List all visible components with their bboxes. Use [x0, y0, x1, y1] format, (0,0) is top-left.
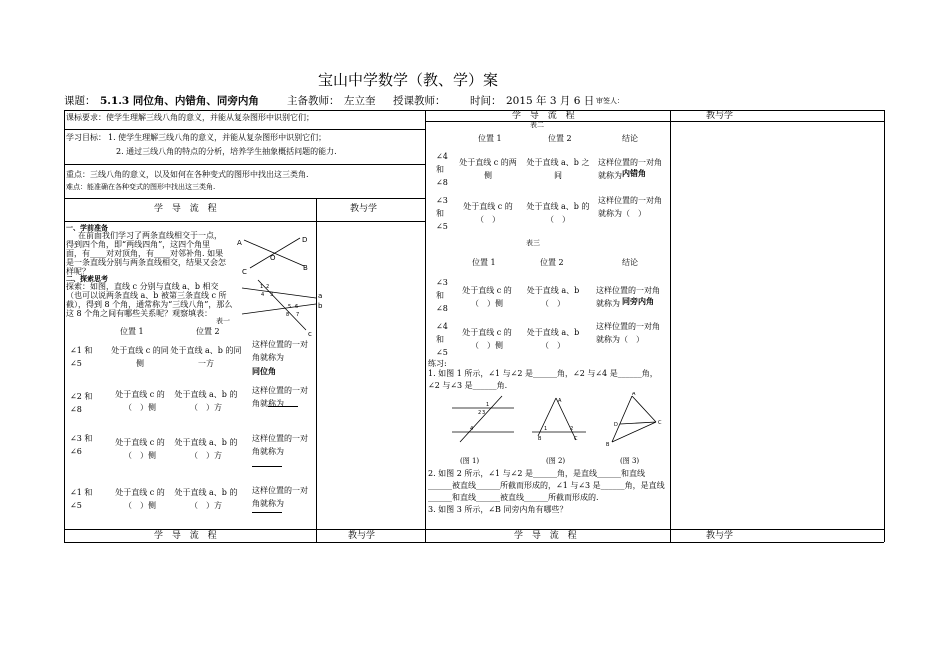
table1-label: 表一 [216, 317, 230, 325]
svg-text:7: 7 [296, 312, 300, 318]
svg-text:1: 1 [486, 402, 490, 408]
goal-1: 1. 使学生理解三线八角的意义，并能从复杂图形中识别它们； [108, 133, 327, 142]
flow-heading-right: 学 导 流 程 [512, 111, 578, 121]
svg-text:2: 2 [478, 410, 482, 416]
header-lecturer-label: 授课教师： [393, 95, 446, 107]
svg-text:5: 5 [288, 304, 292, 310]
figure-3 [602, 392, 666, 450]
label-a: a [318, 292, 323, 300]
label-A: A [237, 239, 242, 247]
label-b: b [318, 302, 323, 310]
footer-teach-right: 教与学 [706, 531, 734, 541]
table2-col-1: 位置 1 [478, 134, 502, 143]
svg-text:4: 4 [261, 292, 265, 298]
svg-text:D: D [614, 422, 618, 428]
table3-label: 表三 [526, 239, 540, 247]
difficulty: 难点：能准确在各种变式的图形中找出这三类角. [66, 183, 216, 191]
table1-col-pos1: 位置 1 [120, 327, 144, 336]
explore-text: 探索：如图，直线 c 分别与直线 a、b 相交（也可以说两条直线 a、b 被第三条直线 c 所截），得到 8 个角，通常称为“三线八角”，那么这 8 个角之间有哪些关系呢？观察填表： [66, 282, 233, 318]
label-D: D [302, 236, 308, 244]
goals-label: 学习目标： [66, 133, 106, 142]
prep-title: 一、学前准备 [66, 223, 108, 232]
table2-col-3: 结论 [622, 134, 638, 143]
label-O: O [270, 254, 276, 262]
explore-title: 二、探索思考 [66, 274, 108, 283]
header-topic: 5.1.3 同位角、内错角、同旁内角 [100, 95, 259, 107]
table1-col-pos2: 位置 2 [196, 327, 220, 336]
teach-heading-left: 教与学 [350, 204, 378, 214]
header-teacher: 左立奎 [344, 95, 376, 107]
flow-heading-left: 学 导 流 程 [154, 204, 220, 214]
svg-text:A: A [558, 398, 562, 404]
label-B: B [303, 264, 308, 272]
figure-three-lines [240, 278, 326, 338]
header-topic-label: 课题： [64, 95, 96, 107]
table3-col-3: 结论 [622, 258, 638, 267]
figure-1-caption: (图 1) [460, 457, 480, 465]
footer-flow-left: 学 导 流 程 [154, 531, 220, 541]
svg-text:3: 3 [482, 410, 486, 416]
header-time-label: 时间： [470, 95, 502, 107]
svg-text:1: 1 [544, 426, 548, 432]
standard-text: 课标要求：使学生理解三线八角的意义，并能从复杂图形中识别它们； [66, 113, 314, 122]
table2-col-2: 位置 2 [548, 134, 572, 143]
prep-text: 在前面我们学习了两条直线相交于一点，得到四个角，即“两线四角”，这四个角里面，有____对对顶角，有____对邻补角. 如果是一条直线分别与两条直线相交，结果又会怎样呢？ [66, 231, 226, 276]
svg-text:C: C [574, 436, 578, 442]
svg-text:2: 2 [266, 284, 270, 290]
svg-text:3: 3 [270, 292, 274, 298]
key-point: 重点：三线八角的意义，以及如何在各种变式的图形中找出这三类角. [66, 170, 309, 179]
goal-2: 2. 通过三线八角的特点的分析，培养学生抽象概括问题的能力. [116, 147, 337, 156]
svg-text:C: C [658, 420, 662, 426]
label-C: C [242, 268, 247, 276]
svg-text:2: 2 [570, 426, 574, 432]
svg-text:B: B [606, 442, 610, 448]
footer-teach-left: 教与学 [348, 531, 376, 541]
figure-two-lines [234, 230, 314, 276]
question-3: 3. 如图 3 所示，∠B 同旁内角有哪些？ [428, 505, 568, 514]
question-1: 1. 如图 1 所示，∠1 与∠2 是______角，∠2 与∠4 是______角，∠2 与∠3 是______角. [428, 369, 658, 390]
footer-flow-right: 学 导 流 程 [514, 531, 580, 541]
table2-label: 表二 [530, 121, 544, 129]
teach-heading-right: 教与学 [706, 111, 734, 121]
header-review-label: 审签人： [596, 97, 624, 105]
figure-2 [530, 394, 588, 446]
table3-col-1: 位置 1 [472, 258, 496, 267]
practice-label: 练习: [428, 359, 447, 368]
header-time: 2015 年 3 月 6 日 [506, 95, 595, 107]
question-2: 2. 如图 2 所示，∠1 与∠2 是______角，是直线______和直线______被直线______所截而形成的，∠1 与∠3 是______角，是直线______和直线______被直线______所截而形成的. [428, 469, 665, 502]
figure-1 [448, 394, 518, 444]
svg-text:A: A [632, 392, 636, 397]
svg-text:6: 6 [295, 304, 299, 310]
svg-text:1: 1 [260, 284, 264, 290]
label-c: c [308, 330, 312, 338]
svg-text:8: 8 [286, 312, 290, 318]
table3-col-2: 位置 2 [540, 258, 564, 267]
figure-2-caption: (图 2) [546, 457, 566, 465]
page-title: 宝山中学数学（教、学）案 [318, 71, 499, 89]
svg-text:4: 4 [470, 426, 474, 432]
svg-text:B: B [538, 436, 542, 442]
figure-3-caption: (图 3) [620, 457, 640, 465]
header-teacher-label: 主备教师： [287, 95, 340, 107]
